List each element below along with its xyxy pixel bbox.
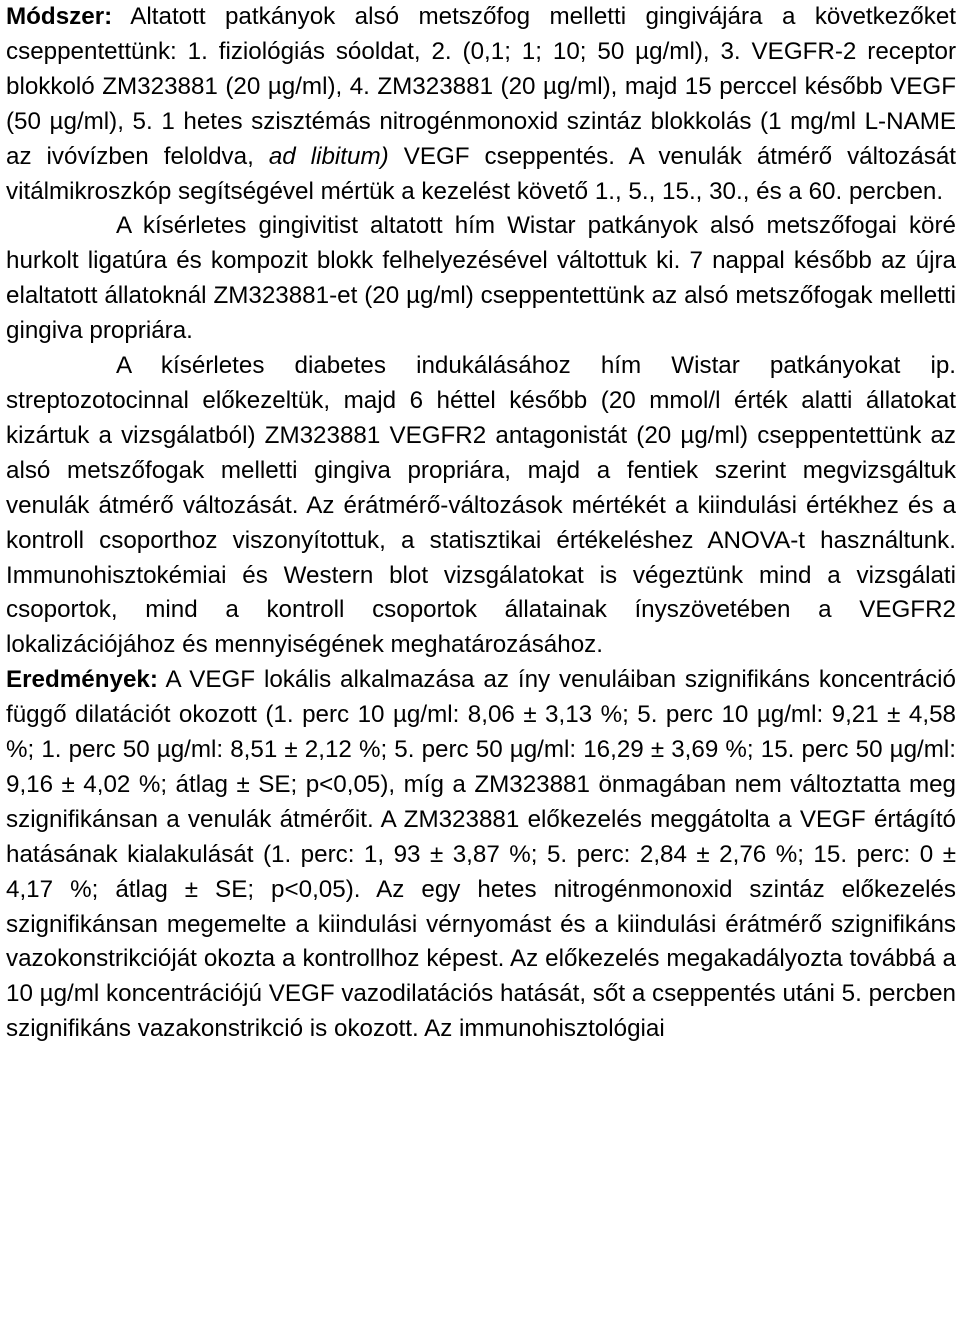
gingivitis-paragraph: A kísérletes gingivitist altatott hím Wistar patkányok alsó metszőfogai köré hurkolt ligatúra és kompozit blokk felhelyezésével váltottuk ki. 7 nappal később az újra elaltatott állatoknál ZM323881-et (20 µg/ml) cseppentettünk az alsó metszőfogak melletti gingiva propriára. <box>6 212 956 345</box>
results-label: Eredmények: <box>6 666 158 694</box>
methods-paragraph <box>6 0 956 209</box>
methods-label: Módszer: <box>6 3 113 30</box>
results-text: A VEGF lokális alkalmazása az íny venuláiban szignifikáns koncentráció függő dilatációt okozott (1. perc 10 µg/ml: 8,06 ± 3,13 %; 5. perc 10 µg/ml: 9,21 ± 4,58 %; 1. perc 50 µg/ml: 8,51 ± 2,12 %; 5. perc 50 µg/ml: 16,29 ± 3,69 %; 15. perc 50 µg/ml: 9,16 ± 4,02 %; átlag ± SE; p<0,05), míg a ZM323881 önmagában nem változtatta meg szignifikánsan a venulák átmérőit. A ZM323881 előkezelés meggátolta a VEGF értágító hatásának kialakulását (1. perc: 1, 93 ± 3,87 %; 5. perc: 2,84 ± 2,76 %; 15. perc: 0 ± 4,17 %; átlag ± SE; p<0,05). Az egy hetes nitrogénmonoxid szintáz előkezelés szignifikánsan megemelte a kiindulási vérnyomást és a kiindulási érátmérő szignifikáns vazokonstrikcióját okozta a kontrollhoz képest. Az előkezelés megakadályozta továbbá a 10 µg/ml koncentrációjú VEGF vazodilatációs hatását, sőt a cseppentés utáni 5. percben szignifikáns vazakonstrikció is okozott. Az immunohisztológiai <box>6 666 956 1043</box>
methods-text-part-1: Altatott patkányok alsó metszőfog melletti gingivájára a következőket cseppentettünk: 1. fiziológiás sóoldat, 2. (0,1; 1; 10; 50 µg/ml), 3. VEGFR-2 receptor blokkoló ZM323881 (20 µg/ml), 4. ZM323881 (20 µg/ml), majd 15 perccel később VEGF (50 µg/ml), 5. 1 hetes szisztémás nitrogénmonoxid szintáz blokkolás (1 mg/ml L-NAME az ivóvízben feloldva, <box>6 3 956 170</box>
methods-italic-text: ad libitum) <box>268 142 389 170</box>
results-paragraph <box>6 663 956 1047</box>
diabetes-paragraph: A kísérletes diabetes indukálásához hím Wistar patkányokat ip. streptozotocinnal előkezeltük, majd 6 héttel később (20 mmol/l érték alatti állatokat kizártuk a vizsgálatból) ZM323881 VEGFR2 antagonistát (20 µg/ml) cseppentettünk az alsó metszőfogak melletti gingiva propriára, majd a fentiek szerint megvizsgáltuk venulák átmérő változását. Az érátmérő-változások mértékét a kiindulási értékhez és a kontroll csoporthoz viszonyítottuk, a statisztikai értékeléshez ANOVA-t használtunk. Immunohisztokémiai és Western blot vizsgálatokat is végeztünk mind a vizsgálati csoportok, mind a kontroll csoportok állatainak ínyszövetében a VEGFR2 lokalizációjához és mennyiségének meghatározásához. <box>6 352 956 659</box>
document-page <box>6 0 956 1047</box>
methods-text-part-2: VEGF cseppentés. A venulák átmérő változását vitálmikroszkóp segítségével mértük a kezelést követő 1., 5., 15., 30., és a 60. percben. <box>6 142 956 205</box>
